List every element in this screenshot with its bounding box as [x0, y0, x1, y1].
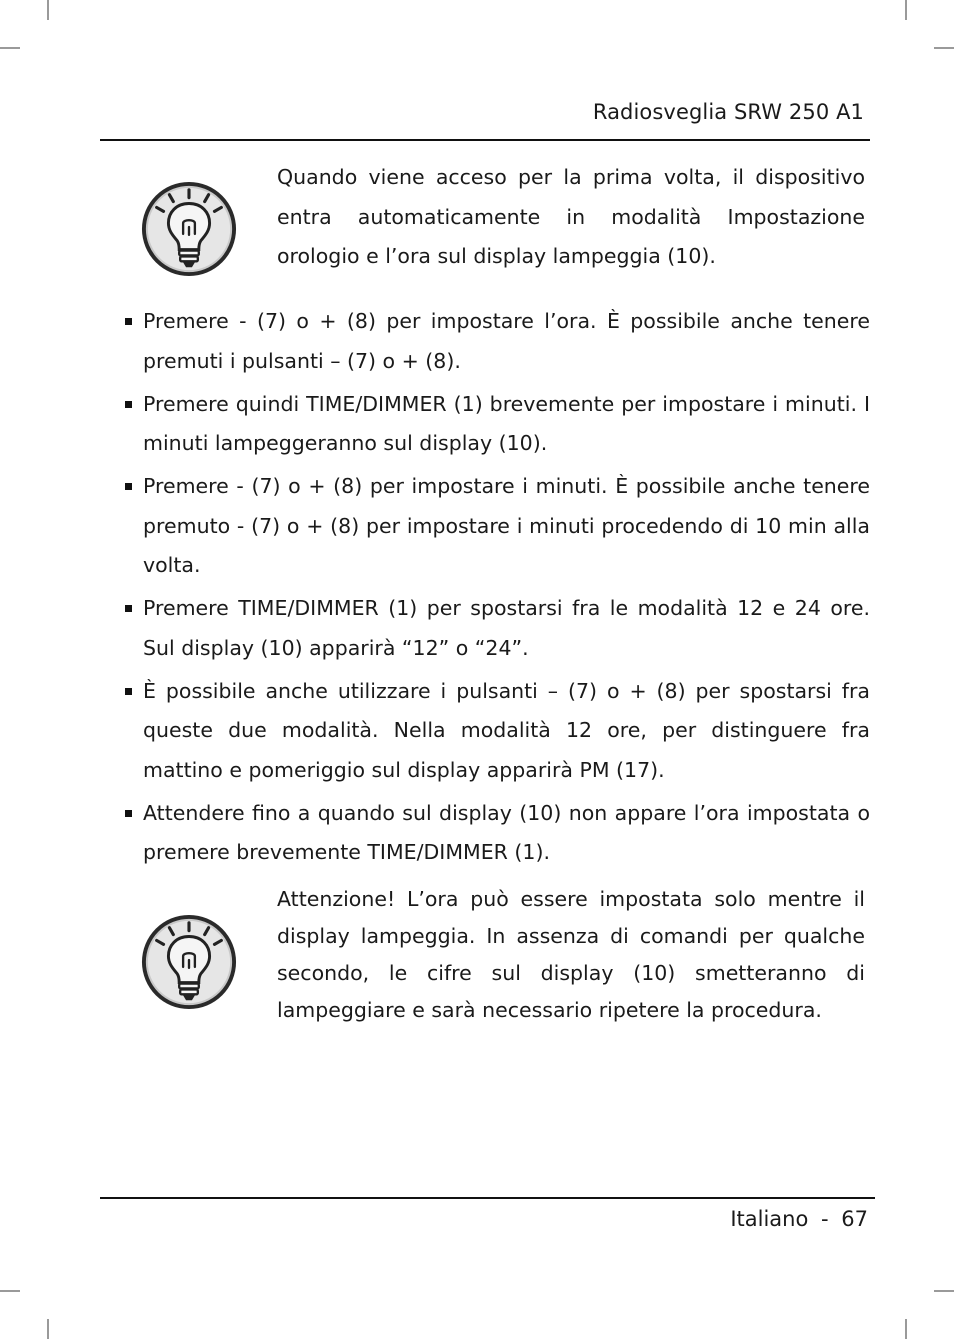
crop-mark — [905, 0, 907, 20]
crop-mark — [0, 47, 20, 49]
bullet-square-icon — [125, 810, 132, 817]
lightbulb-icon — [140, 913, 238, 1011]
crop-mark — [905, 1319, 907, 1339]
crop-mark — [934, 47, 954, 49]
footer-rule — [100, 1197, 875, 1199]
list-item — [124, 302, 870, 381]
page-footer — [730, 1207, 868, 1231]
list-item-text: Premere TIME/DIMMER (1) per spostarsi fra le modalità 12 e 24 ore. Sul display (10) apparirà “12” o “24”. — [143, 596, 870, 660]
list-item — [124, 672, 870, 791]
crop-mark — [47, 1319, 49, 1339]
bullet-square-icon — [125, 688, 132, 695]
crop-mark — [0, 1290, 20, 1292]
list-item — [124, 589, 870, 668]
footer-separator: - — [821, 1207, 829, 1231]
list-item — [124, 794, 870, 873]
header-rule — [100, 139, 870, 141]
tip-note-text: Quando viene acceso per la prima volta, il dispositivo entra automaticamente in modalità Impostazione orologio e l’ora sul display lampeggia (10). — [277, 165, 865, 268]
bullet-square-icon — [125, 605, 132, 612]
lightbulb-icon — [140, 180, 238, 278]
page-number: 67 — [841, 1207, 868, 1231]
list-item — [124, 385, 870, 464]
crop-mark — [934, 1290, 954, 1292]
footer-language: Italiano — [730, 1207, 809, 1231]
list-item — [124, 467, 870, 586]
bullet-square-icon — [125, 401, 132, 408]
crop-mark — [47, 0, 49, 20]
page-header-title: Radiosveglia SRW 250 A1 — [592, 100, 864, 124]
list-item-text: Premere - (7) o + (8) per impostare l’ora. È possibile anche tenere premuti i pulsanti – (7) o + (8). — [143, 309, 870, 373]
bullet-square-icon — [125, 318, 132, 325]
list-item-text: Premere - (7) o + (8) per impostare i minuti. È possibile anche tenere premuto - (7) o + (8) per impostare i minuti procedendo di 10 min alla volta. — [143, 474, 870, 577]
list-item-text: Attendere fino a quando sul display (10) non appare l’ora impostata o premere brevemente TIME/DIMMER (1). — [143, 800, 870, 864]
warning-note-text: Attenzione! L’ora può essere impostata solo mentre il display lampeggia. In assenza di comandi per qualche secondo, le cifre sul display (10) smetteranno di lampeggiare e sarà necessario ripetere la procedura. — [277, 887, 865, 1022]
bullet-square-icon — [125, 483, 132, 490]
list-item-text: È possibile anche utilizzare i pulsanti – (7) o + (8) per spostarsi fra queste due modalità. Nella modalità 12 ore, per distinguere fra mattino e pomeriggio sul display apparirà PM (17). — [143, 678, 870, 782]
instruction-list — [124, 302, 870, 876]
list-item-text: Premere quindi TIME/DIMMER (1) brevemente per impostare i minuti. I minuti lampeggeranno sul display (10). — [143, 391, 870, 455]
